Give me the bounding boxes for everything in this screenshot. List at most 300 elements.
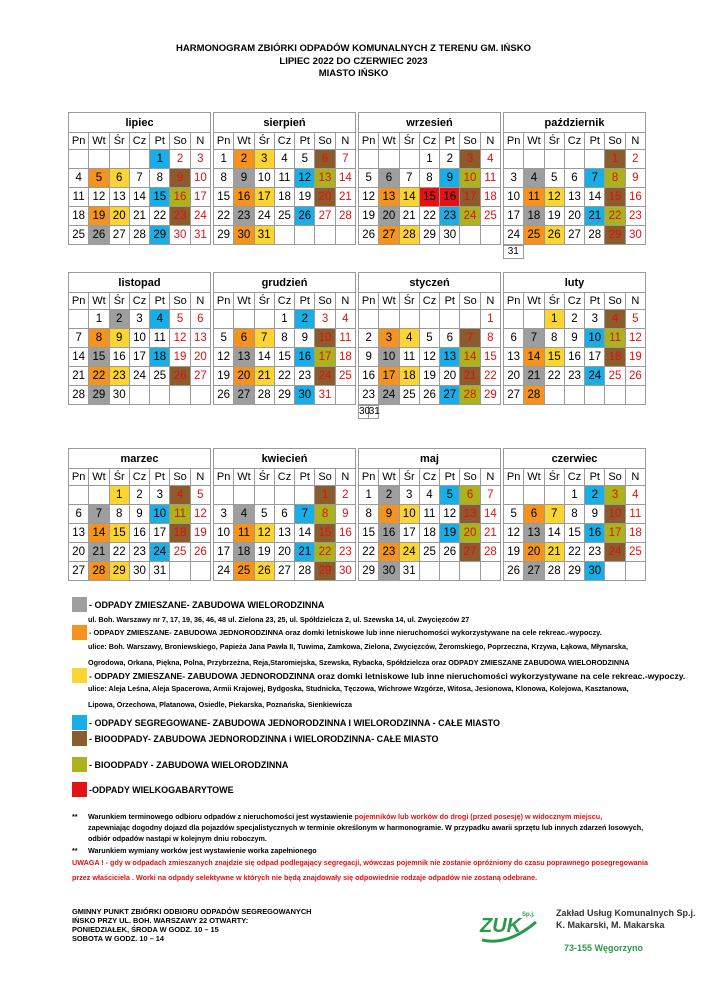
day-cell: 13	[504, 348, 524, 367]
day-cell: 30	[109, 386, 129, 405]
day-cell: 27	[460, 543, 480, 562]
company-address: 73-155 Węgorzyno	[564, 943, 644, 953]
day-cell: 9	[379, 505, 399, 524]
legend-title: - ODPADY ZMIESZANE- ZABUDOWA JEDNORODZINNA oraz domki letniskowe lub inne nieruchomości wykorzystywane na cele rekreac.-wypoczy.	[89, 670, 686, 681]
empty-cell	[379, 150, 399, 169]
day-cell: 19	[170, 348, 190, 367]
day-cell: 13	[315, 169, 335, 188]
day-cell: 2	[335, 486, 355, 505]
day-cell: 5	[544, 169, 564, 188]
company-logo	[478, 900, 698, 960]
weekday-label: So	[170, 293, 190, 310]
day-cell: 16	[564, 348, 584, 367]
month-name: sierpień	[214, 113, 356, 133]
weekday-label: Śr	[544, 469, 564, 486]
day-cell: 21	[585, 207, 605, 226]
weekday-label: So	[605, 469, 625, 486]
day-cell: 12	[89, 188, 109, 207]
day-cell: 8	[214, 169, 234, 188]
empty-cell	[605, 386, 625, 405]
day-cell: 24	[379, 386, 399, 405]
day-cell: 4	[170, 486, 190, 505]
weekday-label: Pn	[69, 293, 89, 310]
day-cell: 7	[585, 169, 605, 188]
weekday-label: So	[315, 293, 335, 310]
day-cell: 14	[544, 524, 564, 543]
day-cell: 21	[335, 188, 355, 207]
day-cell: 9	[234, 169, 254, 188]
empty-cell	[69, 486, 89, 505]
weekday-label: N	[335, 469, 355, 486]
day-cell: 6	[190, 310, 210, 329]
empty-cell	[129, 386, 149, 405]
day-cell: 20	[440, 367, 460, 386]
day-cell: 1	[109, 486, 129, 505]
weekday-label: N	[625, 469, 645, 486]
day-cell: 31	[399, 562, 419, 581]
day-cell: 19	[359, 207, 379, 226]
weekday-label: Śr	[399, 469, 419, 486]
empty-cell	[460, 562, 480, 581]
day-cell: 19	[295, 188, 315, 207]
day-cell: 26	[504, 562, 524, 581]
weekday-label: Wt	[379, 293, 399, 310]
day-cell: 5	[504, 505, 524, 524]
day-cell: 22	[605, 207, 625, 226]
empty-cell	[605, 562, 625, 581]
day-cell: 16	[234, 188, 254, 207]
day-cell: 7	[460, 329, 480, 348]
day-cell: 15	[315, 524, 335, 543]
weekday-label: Pt	[295, 293, 315, 310]
weekday-label: Pt	[150, 133, 170, 150]
day-cell: 30	[585, 562, 605, 581]
weekday-label: Cz	[564, 293, 584, 310]
day-cell: 2	[564, 310, 584, 329]
month-name: kwiecień	[214, 449, 356, 469]
weekday-label: Śr	[254, 133, 274, 150]
legend-title: - ODPADY ZMIESZANE- ZABUDOWA JEDNORODZINNA oraz domki letniskowe lub inne nieruchomości wykorzystywane na cele rekreac.-wypoczy.	[89, 628, 602, 637]
empty-cell	[460, 310, 480, 329]
footer-line: GMINNY PUNKT ZBIÓRKI ODBIORU ODPADÓW SEGREGOWANYCH	[72, 907, 312, 916]
footer-line: PONIEDZIAŁEK, ŚRODA W GODZ. 10 – 15	[72, 925, 219, 934]
empty-cell	[480, 226, 500, 245]
day-cell: 4	[524, 169, 544, 188]
day-cell: 18	[605, 348, 625, 367]
day-cell: 30	[359, 406, 371, 417]
day-cell: 7	[524, 329, 544, 348]
day-cell: 22	[109, 543, 129, 562]
day-cell: 21	[89, 543, 109, 562]
day-cell: 6	[524, 505, 544, 524]
day-cell: 4	[480, 150, 500, 169]
day-cell: 30	[335, 562, 355, 581]
day-cell: 10	[315, 329, 335, 348]
day-cell: 26	[419, 386, 439, 405]
weekday-label: Śr	[254, 293, 274, 310]
weekday-label: Pt	[440, 469, 460, 486]
day-cell: 11	[419, 505, 439, 524]
day-cell: 3	[214, 505, 234, 524]
day-cell: 23	[585, 543, 605, 562]
day-cell: 20	[190, 348, 210, 367]
empty-cell	[335, 386, 355, 405]
weekday-label: So	[315, 469, 335, 486]
day-cell: 24	[190, 207, 210, 226]
day-cell: 30	[129, 562, 149, 581]
empty-cell	[234, 486, 254, 505]
weekday-label: Pn	[504, 133, 524, 150]
empty-cell	[379, 310, 399, 329]
day-cell: 29	[605, 226, 625, 245]
day-cell: 30	[625, 226, 645, 245]
weekday-label: Cz	[129, 133, 149, 150]
day-cell: 28	[295, 562, 315, 581]
day-cell: 9	[585, 505, 605, 524]
weekday-label: Pn	[69, 133, 89, 150]
day-cell: 19	[625, 348, 645, 367]
day-cell: 26	[190, 543, 210, 562]
day-cell: 3	[129, 310, 149, 329]
day-cell: 25	[605, 367, 625, 386]
empty-cell	[295, 226, 315, 245]
empty-cell	[295, 486, 315, 505]
weekday-label: Pt	[150, 469, 170, 486]
day-cell: 22	[274, 367, 294, 386]
legend-item-yellow	[72, 668, 685, 683]
day-cell: 11	[274, 169, 294, 188]
day-cell: 26	[254, 562, 274, 581]
day-cell: 11	[234, 524, 254, 543]
day-cell: 1	[544, 310, 564, 329]
day-cell: 2	[585, 486, 605, 505]
day-cell: 3	[504, 169, 524, 188]
day-cell: 28	[69, 386, 89, 405]
day-cell: 19	[504, 543, 524, 562]
day-cell: 27	[379, 226, 399, 245]
day-cell: 11	[605, 329, 625, 348]
day-cell: 21	[69, 367, 89, 386]
day-cell: 10	[129, 329, 149, 348]
day-cell: 11	[335, 329, 355, 348]
weekday-label: N	[625, 133, 645, 150]
day-cell: 26	[440, 543, 460, 562]
day-cell: 12	[254, 524, 274, 543]
weekday-label: Wt	[379, 133, 399, 150]
day-cell: 21	[129, 207, 149, 226]
day-cell: 6	[69, 505, 89, 524]
legend-title: - ODPADY SEGREGOWANE- ZABUDOWA JEDNORODZINNA I WIELORODZINNA - CAŁE MIASTO	[89, 717, 501, 728]
day-cell: 4	[399, 329, 419, 348]
day-cell: 20	[69, 543, 89, 562]
day-cell: 25	[419, 543, 439, 562]
month-calendar	[503, 448, 646, 581]
empty-cell	[504, 310, 524, 329]
day-cell: 25	[234, 562, 254, 581]
day-cell: 12	[359, 188, 379, 207]
day-cell: 18	[170, 524, 190, 543]
weekday-label: Cz	[419, 469, 439, 486]
day-cell: 3	[585, 310, 605, 329]
weekday-label: Pt	[585, 469, 605, 486]
weekday-label: N	[480, 293, 500, 310]
day-cell: 13	[69, 524, 89, 543]
day-cell: 20	[315, 188, 335, 207]
day-cell: 9	[129, 505, 149, 524]
day-cell: 10	[214, 524, 234, 543]
day-cell: 2	[170, 150, 190, 169]
month-name: grudzień	[214, 273, 356, 293]
day-cell: 7	[544, 505, 564, 524]
day-cell: 8	[359, 505, 379, 524]
month-calendar	[68, 448, 211, 581]
day-cell: 19	[419, 367, 439, 386]
day-cell: 7	[254, 329, 274, 348]
note-1-text: Warunkiem terminowego odbioru odpadów z nieruchomości jest wystawienie	[88, 812, 355, 821]
weekday-label: Pt	[440, 293, 460, 310]
day-cell: 13	[564, 188, 584, 207]
day-cell: 14	[524, 348, 544, 367]
note-1-line3: odbiór odpadów nastąpi w kolejnym dniu roboczym.	[88, 834, 267, 843]
day-cell: 27	[524, 562, 544, 581]
day-cell: 1	[419, 150, 439, 169]
month-name: listopad	[69, 273, 211, 293]
day-cell: 21	[524, 367, 544, 386]
day-cell: 17	[585, 348, 605, 367]
empty-cell	[419, 310, 439, 329]
month-calendar	[213, 112, 356, 245]
day-cell: 25	[335, 367, 355, 386]
day-cell: 9	[335, 505, 355, 524]
day-cell: 21	[399, 207, 419, 226]
day-cell: 14	[89, 524, 109, 543]
day-cell: 1	[214, 150, 234, 169]
day-cell: 8	[150, 169, 170, 188]
day-cell: 28	[129, 226, 149, 245]
day-cell: 30	[234, 226, 254, 245]
day-cell: 11	[480, 169, 500, 188]
day-cell: 18	[69, 207, 89, 226]
month-calendar	[213, 272, 356, 405]
day-cell: 10	[190, 169, 210, 188]
day-cell: 2	[234, 150, 254, 169]
weekday-label: So	[605, 133, 625, 150]
day-cell: 26	[89, 226, 109, 245]
day-cell: 29	[274, 386, 294, 405]
day-cell: 18	[335, 348, 355, 367]
empty-cell	[170, 562, 190, 581]
day-cell: 5	[419, 329, 439, 348]
day-cell: 8	[419, 169, 439, 188]
weekday-label: Pn	[214, 293, 234, 310]
month-name: marzec	[69, 449, 211, 469]
weekday-label: Cz	[274, 293, 294, 310]
day-cell: 21	[254, 367, 274, 386]
day-cell: 18	[524, 207, 544, 226]
legend-swatch-yellow	[72, 668, 87, 683]
day-cell: 24	[129, 367, 149, 386]
day-cell: 14	[129, 188, 149, 207]
day-cell: 2	[295, 310, 315, 329]
day-cell: 25	[399, 386, 419, 405]
header-title: HARMONOGRAM ZBIÓRKI ODPADÓW KOMUNALNYCH Z TERENU GM. IŃSKO	[175, 43, 531, 54]
day-cell: 26	[544, 226, 564, 245]
empty-cell	[440, 310, 460, 329]
day-cell: 24	[315, 367, 335, 386]
day-cell: 27	[190, 367, 210, 386]
empty-cell	[214, 486, 234, 505]
day-cell: 27	[69, 562, 89, 581]
empty-cell	[399, 310, 419, 329]
day-cell: 15	[419, 188, 439, 207]
note-1-highlight: pojemników lub worków do drogi (przed posesję) w widocznym miejscu,	[354, 812, 603, 821]
day-cell: 9	[359, 348, 379, 367]
page-header	[0, 43, 707, 81]
day-cell: 31	[190, 226, 210, 245]
day-cell: 5	[359, 169, 379, 188]
empty-cell	[89, 150, 109, 169]
day-cell: 18	[150, 348, 170, 367]
day-cell: 18	[625, 524, 645, 543]
empty-cell	[440, 562, 460, 581]
day-cell: 7	[399, 169, 419, 188]
day-cell: 23	[625, 207, 645, 226]
empty-cell	[524, 150, 544, 169]
day-cell: 15	[150, 188, 170, 207]
day-cell: 17	[504, 207, 524, 226]
day-cell: 2	[359, 329, 379, 348]
weekday-label: N	[480, 133, 500, 150]
weekday-label: N	[480, 469, 500, 486]
month-calendar	[68, 272, 211, 405]
day-cell: 11	[524, 188, 544, 207]
empty-cell	[315, 226, 335, 245]
weekday-label: N	[335, 133, 355, 150]
day-cell: 1	[359, 486, 379, 505]
day-cell: 30	[170, 226, 190, 245]
day-cell: 19	[214, 367, 234, 386]
day-cell: 27	[564, 226, 584, 245]
day-cell: 17	[150, 524, 170, 543]
day-cell: 26	[170, 367, 190, 386]
day-cell: 28	[585, 226, 605, 245]
day-cell: 8	[109, 505, 129, 524]
day-cell: 6	[315, 150, 335, 169]
weekday-label: Wt	[234, 293, 254, 310]
day-cell: 19	[190, 524, 210, 543]
empty-cell	[480, 562, 500, 581]
weekday-label: Wt	[234, 133, 254, 150]
day-cell: 29	[315, 562, 335, 581]
day-cell: 31	[368, 406, 380, 417]
empty-cell	[625, 562, 645, 581]
day-cell: 14	[295, 524, 315, 543]
day-cell: 28	[335, 207, 355, 226]
day-cell: 19	[89, 207, 109, 226]
day-cell: 7	[480, 486, 500, 505]
day-cell: 12	[295, 169, 315, 188]
empty-cell	[254, 486, 274, 505]
day-cell: 11	[399, 348, 419, 367]
month-name: czerwiec	[504, 449, 646, 469]
month-name: maj	[359, 449, 501, 469]
day-cell: 15	[605, 188, 625, 207]
weekday-label: Śr	[544, 293, 564, 310]
day-cell: 20	[109, 207, 129, 226]
day-cell: 16	[625, 188, 645, 207]
day-cell: 16	[295, 348, 315, 367]
day-cell: 25	[480, 207, 500, 226]
day-cell: 3	[150, 486, 170, 505]
day-cell: 17	[190, 188, 210, 207]
day-cell: 31	[254, 226, 274, 245]
weekday-label: Pt	[440, 133, 460, 150]
day-cell: 4	[605, 310, 625, 329]
weekday-label: Wt	[89, 133, 109, 150]
day-cell: 29	[564, 562, 584, 581]
day-cell: 25	[69, 226, 89, 245]
day-cell: 6	[504, 329, 524, 348]
day-cell: 26	[295, 207, 315, 226]
note-2: Warunkiem wymiany worków jest wystawienie worka zapełnionego	[88, 846, 317, 855]
day-cell: 17	[379, 367, 399, 386]
day-cell: 28	[544, 562, 564, 581]
day-cell: 15	[214, 188, 234, 207]
day-cell: 13	[109, 188, 129, 207]
day-cell: 22	[89, 367, 109, 386]
day-cell: 4	[150, 310, 170, 329]
legend-swatch-blue	[72, 715, 87, 730]
month-name: luty	[504, 273, 646, 293]
day-cell: 22	[150, 207, 170, 226]
day-cell: 18	[234, 543, 254, 562]
empty-cell	[504, 486, 524, 505]
day-cell: 23	[129, 543, 149, 562]
day-cell: 9	[625, 169, 645, 188]
day-cell: 1	[480, 310, 500, 329]
empty-cell	[419, 562, 439, 581]
day-cell: 2	[109, 310, 129, 329]
weekday-label: So	[315, 133, 335, 150]
day-cell: 16	[379, 524, 399, 543]
empty-cell	[89, 486, 109, 505]
day-cell: 11	[150, 329, 170, 348]
empty-cell	[504, 150, 524, 169]
legend-title: -ODPADY WIELKOGABARYTOWE	[89, 784, 234, 795]
day-cell: 12	[544, 188, 564, 207]
legend-swatch-orange	[72, 625, 87, 640]
empty-cell	[109, 150, 129, 169]
legend-item-orange	[72, 625, 602, 640]
day-cell: 23	[109, 367, 129, 386]
weekday-label: Wt	[379, 469, 399, 486]
day-cell: 5	[170, 310, 190, 329]
day-cell: 24	[504, 226, 524, 245]
day-cell: 18	[399, 367, 419, 386]
weekday-label: So	[170, 469, 190, 486]
weekday-label: Wt	[234, 469, 254, 486]
weekday-label: N	[190, 469, 210, 486]
day-cell: 12	[504, 524, 524, 543]
day-cell: 13	[274, 524, 294, 543]
empty-cell	[274, 486, 294, 505]
legend-details: ul. Boh. Warszawy nr 7, 17, 19, 36, 46, 48 ul. Zielona 23, 25, ul. Spółdzielcza 2, ul. Szewska 14, ul. Zwycięzców 27	[88, 615, 470, 624]
day-cell: 27	[440, 386, 460, 405]
day-cell: 10	[460, 169, 480, 188]
empty-cell	[544, 386, 564, 405]
day-cell: 20	[524, 543, 544, 562]
day-cell: 12	[419, 348, 439, 367]
